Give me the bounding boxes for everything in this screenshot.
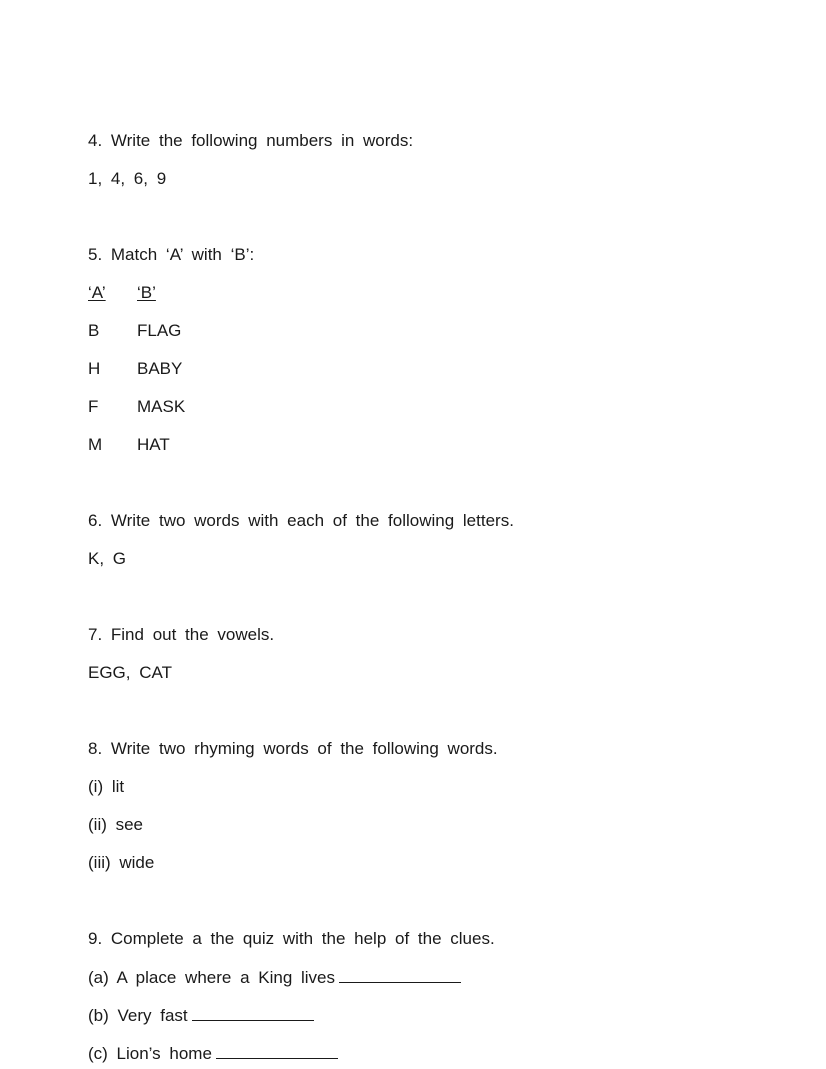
q8-item: (ii) see xyxy=(88,815,144,834)
q9-clue xyxy=(88,967,461,988)
q4-heading: 4. Write the following numbers in words: xyxy=(88,131,414,150)
q9-clue xyxy=(88,1043,338,1064)
q9-clue-text: (b) Very fast xyxy=(88,1006,188,1025)
q8-item: (i) lit xyxy=(88,777,125,796)
q7-content: EGG, CAT xyxy=(88,663,172,682)
q6-content: K, G xyxy=(88,549,127,568)
q5-heading: 5. Match ‘A’ with ‘B’: xyxy=(88,245,255,264)
q5-row-b: FLAG xyxy=(137,321,182,340)
q9-heading: 9. Complete a the quiz with the help of the clues. xyxy=(88,929,495,948)
q6-heading: 6. Write two words with each of the following letters. xyxy=(88,511,514,530)
q5-col-b-header: ‘B’ xyxy=(137,283,156,302)
q5-row-a: H xyxy=(88,359,101,378)
q5-col-a-header: ‘A’ xyxy=(88,283,106,302)
q8-heading: 8. Write two rhyming words of the following words. xyxy=(88,739,498,758)
q4-content: 1, 4, 6, 9 xyxy=(88,169,167,188)
answer-blank xyxy=(216,1043,338,1059)
q5-row-b: BABY xyxy=(137,359,183,378)
q5-row-a: F xyxy=(88,397,99,416)
q9-clue-text: (a) A place where a King lives xyxy=(88,968,336,987)
answer-blank xyxy=(339,967,461,983)
q8-item: (iii) wide xyxy=(88,853,155,872)
q5-row-b: HAT xyxy=(137,435,170,454)
q9-clue xyxy=(88,1005,314,1026)
q9-clue-text: (c) Lion’s home xyxy=(88,1044,212,1063)
answer-blank xyxy=(192,1005,314,1021)
q7-heading: 7. Find out the vowels. xyxy=(88,625,275,644)
q5-row-b: MASK xyxy=(137,397,186,416)
q5-row-a: M xyxy=(88,435,103,454)
q5-row-a: B xyxy=(88,321,100,340)
